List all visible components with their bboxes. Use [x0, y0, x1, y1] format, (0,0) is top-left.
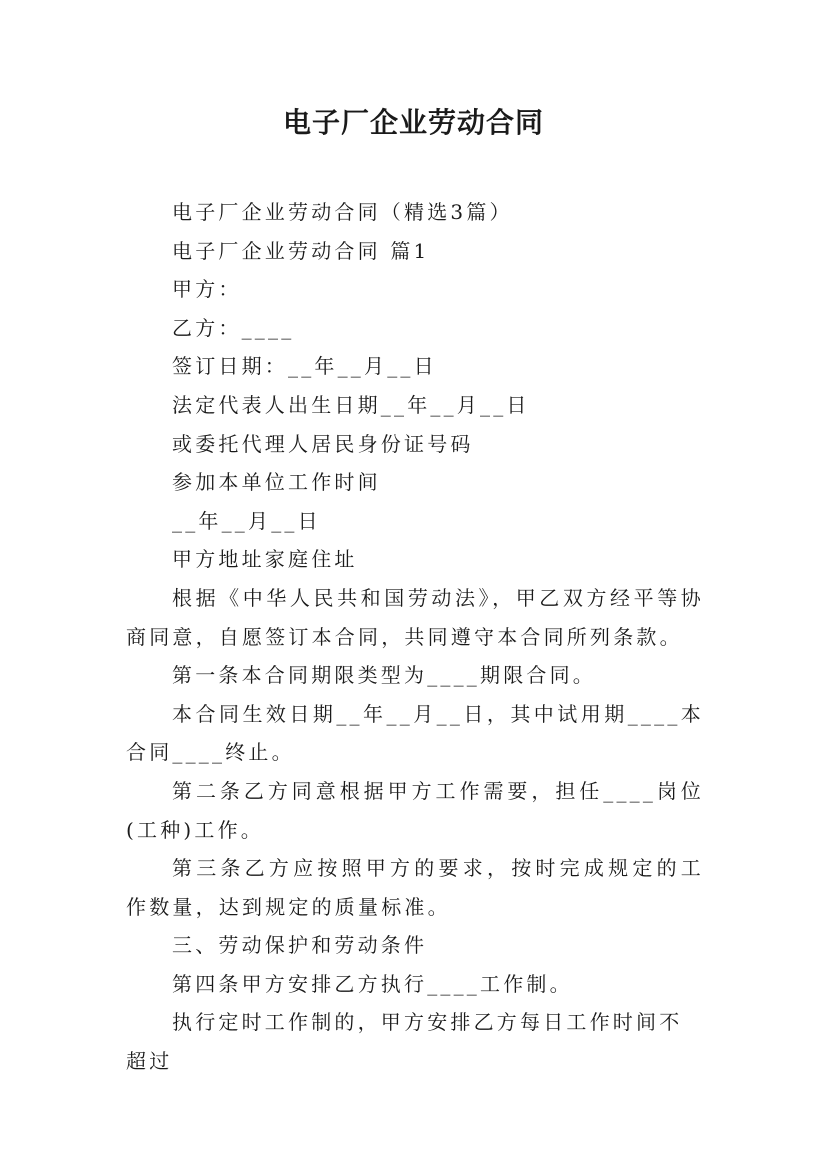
document-title: 电子厂企业劳动合同	[282, 106, 544, 139]
paragraph: 电子厂企业劳动合同 篇1	[172, 238, 430, 263]
paragraph: 乙方：____	[172, 315, 295, 340]
paragraph: 第一条本合同期限类型为____期限合同。	[172, 663, 596, 688]
paragraph: 电子厂企业劳动合同（精选3篇）	[172, 200, 513, 224]
paragraph: 签订日期：__年__月__日	[172, 354, 437, 379]
paragraph: 第二条乙方同意根据甲方工作需要，担任____岗位(工种)工作。	[126, 778, 704, 842]
paragraph: 参加本单位工作时间	[172, 470, 381, 495]
paragraph: 第四条甲方安排乙方执行____工作制。	[172, 971, 573, 996]
paragraph: 甲方地址家庭住址	[172, 547, 358, 572]
paragraph: 三、劳动保护和劳动条件	[172, 933, 428, 958]
paragraph: 根据《中华人民共和国劳动法》，甲乙双方经平等协商同意，自愿签订本合同，共同遵守本合同所列条款。	[126, 585, 704, 649]
paragraph: 执行定时工作制的，甲方安排乙方每日工作时间不超过	[126, 1010, 683, 1074]
paragraph: 法定代表人出生日期__年__月__日	[172, 392, 530, 417]
paragraph: 或委托代理人居民身份证号码	[172, 431, 474, 456]
paragraph: 甲方：	[172, 277, 242, 302]
document-body	[126, 193, 704, 1081]
paragraph: __年__月__日	[172, 508, 321, 533]
paragraph: 第三条乙方应按照甲方的要求，按时完成规定的工作数量，达到规定的质量标准。	[126, 856, 704, 919]
paragraph: 本合同生效日期__年__月__日，其中试用期____本合同____终止。	[126, 701, 704, 765]
